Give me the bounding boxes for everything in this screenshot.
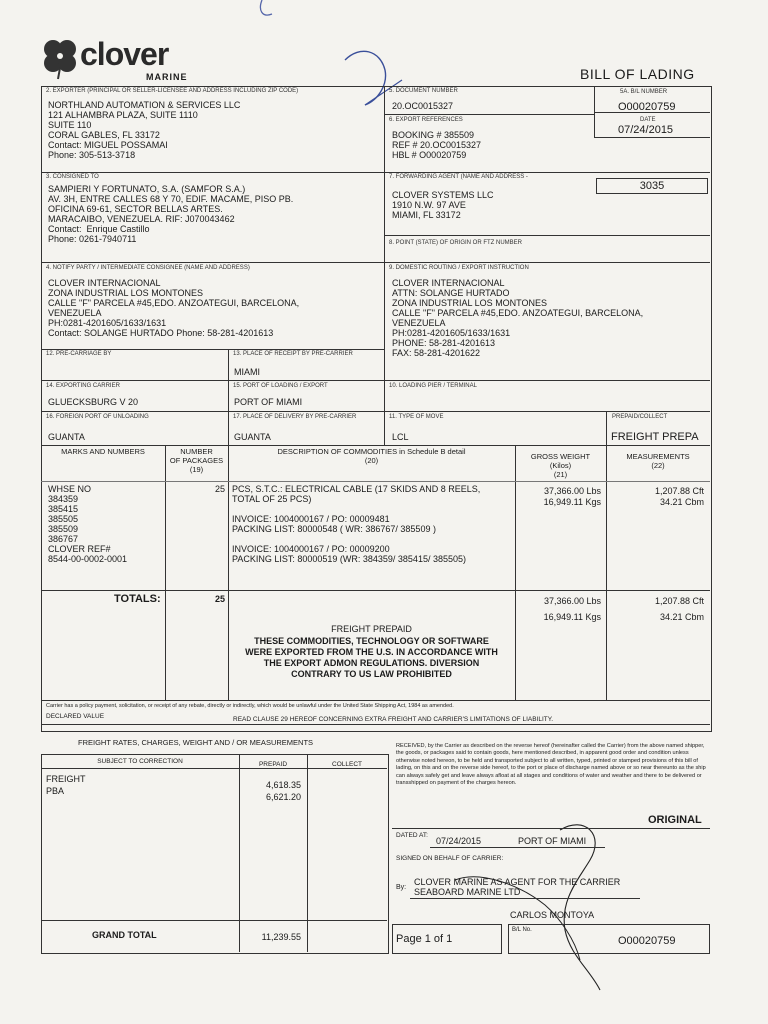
cargo-packages: 25 [214,484,225,494]
bl-number-label: 5A. B/L NUMBER [620,89,668,95]
logo-sub: MARINE [146,72,188,82]
charges-col-subject: SUBJECT TO CORRECTION [97,758,183,765]
bl-no-label: B/L No. [512,927,532,933]
loading-pier-label: 10. LOADING PIER / TERMINAL [389,383,477,389]
declared-value: DECLARED VALUE [46,713,105,720]
consigned-to-label: 3. CONSIGNED TO [46,174,99,180]
charges-title: FREIGHT RATES, CHARGES, WEIGHT AND / OR MEASUREMENTS [78,738,314,747]
port-of-loading-value: PORT OF MIAMI [234,397,303,407]
cargo-marks: WHSE NO 384359 385415 385505 385509 386767 CLOVER REF# 8544-00-0002-0001 [48,484,128,564]
charge-row-name: FREIGHT [46,774,86,784]
exporter-text: NORTHLAND AUTOMATION & SERVICES LLC 121 ALHAMBRA PLAZA, SUITE 1110 SUITE 110 CORAL GABLES, FL 33172 Contact: MIGUEL POSSAMAI Phone: 305-513-3718 [48,100,241,160]
totals-meas-cft: 1,207.88 Cft [654,596,704,606]
bl-no-value: O00020759 [618,935,676,947]
totals-meas-cbm: 34.21 Cbm [659,612,704,622]
place-of-receipt-label: 13. PLACE OF RECEIPT BY PRE-CARRIER [233,351,353,357]
cargo-meas-cft: 1,207.88 Cft [654,486,704,496]
pre-carriage-label: 12. PRE-CARRIAGE BY [46,351,112,357]
bl-number-value: O00020759 [618,101,676,113]
description-header: DESCRIPTION OF COMMODITIES in Schedule B detail (20) [277,447,466,465]
export-references-text: BOOKING # 385509 REF # 20.OC0015327 HBL # O00020759 [392,130,482,160]
by-label: By: [396,884,407,891]
forwarding-agent-number: 3035 [596,178,708,194]
page-indicator: Page 1 of 1 [396,933,453,945]
notify-party-label: 4. NOTIFY PARTY / INTERMEDIATE CONSIGNEE (NAME AND ADDRESS) [46,265,250,271]
type-of-move-value: LCL [392,432,409,442]
charge-row-prepaid: 4,618.35 [265,780,301,790]
clover-logo-icon [42,38,78,80]
totals-weight-kgs: 16,949.11 Kgs [543,612,601,622]
agent-lines: CLOVER MARINE AS AGENT FOR THE CARRIER SEABOARD MARINE LTD [414,877,621,897]
totals-packages: 25 [214,594,225,604]
cargo-meas-cbm: 34.21 Cbm [659,497,704,507]
doc-title: BILL OF LADING [580,66,695,82]
cargo-description: PCS, S.T.C.: ELECTRICAL CABLE (17 SKIDS AND 8 REELS, TOTAL OF 25 PCS) INVOICE: 1004000167 / PO: 00009481 PACKING LIST: 80000548 ( WR: 386767/ 385509 ) INVOICE: 1004000167 / PO: 00009200 PACKING LIST: 80000519 (WR: 384359/ 385415/ 385505) [232,484,481,564]
received-text: RECEIVED, by the Carrier as described on the reverse hereof (hereinafter called the Carrier) from the above named shipper, the goods, or packages said to contain goods, here mentioned described, in apparent good order and condition unless otherwise noted hereon, to be held and transported subject to all written, typed, printed or stamped provisions of this bill of lading, on this and on the reverse side hereof, to the port or place of discharge named above or so near thereunto as the ship can always safely get and leave always afloat at all stages and conditions of water and weather and there to be delivered or transshipped on payment of the charges hereon. [396,743,706,787]
measurements-header: MEASUREMENTS (22) [626,452,690,470]
grand-total-value: 11,239.55 [261,932,301,942]
foreign-port-value: GUANTA [48,432,85,442]
prepaid-collect-value: FREIGHT PREPA [611,431,699,443]
packages-header: NUMBER OF PACKAGES (19) [169,447,224,474]
place-of-delivery-label: 17. PLACE OF DELIVERY BY PRE-CARRIER [233,414,357,420]
logo-word: clover [80,36,169,72]
port-of-loading-label: 15. PORT OF LOADING / EXPORT [233,383,328,389]
exporter-label: 2. EXPORTER (PRINCIPAL OR SELLER-LICENSEE AND ADDRESS INCLUDING ZIP CODE) [46,88,299,94]
signatory-name: CARLOS MONTOYA [510,910,595,920]
export-references-label: 6. EXPORT REFERENCES [389,117,463,123]
consigned-to-text: SAMPIERI Y FORTUNATO, S.A. (SAMFOR S.A.) AV. 3H, ENTRE CALLES 68 Y 70, EDIF. MACAME, PISO PB. OFICINA 69-61, SECTOR BELLAS ARTES. MARACAIBO, VENEZUELA. RIF: J070043462 Contact: Enrique Castillo Phone: 0261-7940711 [48,184,294,244]
date-label: DATE [640,117,656,123]
totals-label: TOTALS: [114,593,161,605]
cargo-weight-kgs: 16,949.11 Kgs [543,497,601,507]
place-of-receipt-value: MIAMI [234,367,260,377]
date-value: 07/24/2015 [618,124,674,136]
carrier-policy: Carrier has a policy payment, solicitation, or receipt of any rebate, directly or indirectly, which would be unlawful under the United State Shipping Act, 1984 as amended. [46,703,454,709]
foreign-port-label: 16. FOREIGN PORT OF UNLOADING [46,414,149,420]
prepaid-collect-label: PREPAID/COLLECT [612,414,668,420]
freight-prepaid-notice: FREIGHT PREPAID [331,624,412,634]
gross-weight-header: GROSS WEIGHT (Kilos) (21) [530,452,591,479]
forwarding-agent-text: CLOVER SYSTEMS LLC 1910 N.W. 97 AVE MIAMI, FL 33172 [392,190,494,220]
point-of-origin-label: 8. POINT (STATE) OF ORIGIN OR FTZ NUMBER [389,240,523,246]
document-number-label: 5. DOCUMENT NUMBER [389,88,458,94]
read-clause: READ CLAUSE 29 HEREOF CONCERNING EXTRA FREIGHT AND CARRIER'S LIMITATIONS OF LIABILITY. [233,716,554,723]
exporting-carrier-value: GLUECKSBURG V 20 [48,397,139,407]
exporting-carrier-label: 14. EXPORTING CARRIER [46,383,120,389]
charges-table [41,754,389,954]
original-stamp: ORIGINAL [648,814,702,826]
charge-row-prepaid: 6,621.20 [265,792,301,802]
totals-weight-lbs: 37,366.00 Lbs [543,596,601,606]
bl-no-box [508,924,710,954]
notify-party-text: CLOVER INTERNACIONAL ZONA INDUSTRIAL LOS MONTONES CALLE "F" PARCELA #45,EDO. ANZOATEGUI, BARCELONA, VENEZUELA PH:0281-4201605/1633/1631 Contact: SOLANGE HURTADO Phone: 58-281-4201613 [48,278,300,338]
cargo-weight-lbs: 37,366.00 Lbs [543,486,601,496]
dated-at-date: 07/24/2015 [436,836,482,846]
dated-at-place: PORT OF MIAMI [518,836,587,846]
charge-row-name: PBA [46,786,65,796]
document-number-value: 20.OC0015327 [392,101,454,111]
type-of-move-label: 11. TYPE OF MOVE [389,414,444,420]
charges-col-prepaid: PREPAID [258,761,288,768]
dated-at-label: DATED AT: [396,832,428,839]
domestic-routing-label: 9. DOMESTIC ROUTING / EXPORT INSTRUCTION [389,265,529,271]
charges-col-collect: COLLECT [332,761,362,768]
domestic-routing-text: CLOVER INTERNACIONAL ATTN: SOLANGE HURTADO ZONA INDUSTRIAL LOS MONTONES CALLE "F" PARCELA #45,EDO. ANZOATEGUI, BARCELONA, VENEZUELA PH:0281-4201605/1633/1631 PHONE: 58-281-4201613 FAX: 58-281-4201622 [392,278,644,358]
export-compliance-notice: THESE COMMODITIES, TECHNOLOGY OR SOFTWARE WERE EXPORTED FROM THE U.S. IN ACCORDANCE WITH THE EXPORT ADMON REGULATIONS. DIVERSION CONTRARY TO US LAW PROHIBITED [245,636,498,679]
place-of-delivery-value: GUANTA [234,432,271,442]
marks-header: MARKS AND NUMBERS [61,447,145,456]
signed-on-behalf-label: SIGNED ON BEHALF OF CARRIER: [396,855,504,862]
forwarding-agent-label: 7. FORWARDING AGENT (NAME AND ADDRESS - [389,174,528,180]
grand-total-label: GRAND TOTAL [92,930,157,940]
